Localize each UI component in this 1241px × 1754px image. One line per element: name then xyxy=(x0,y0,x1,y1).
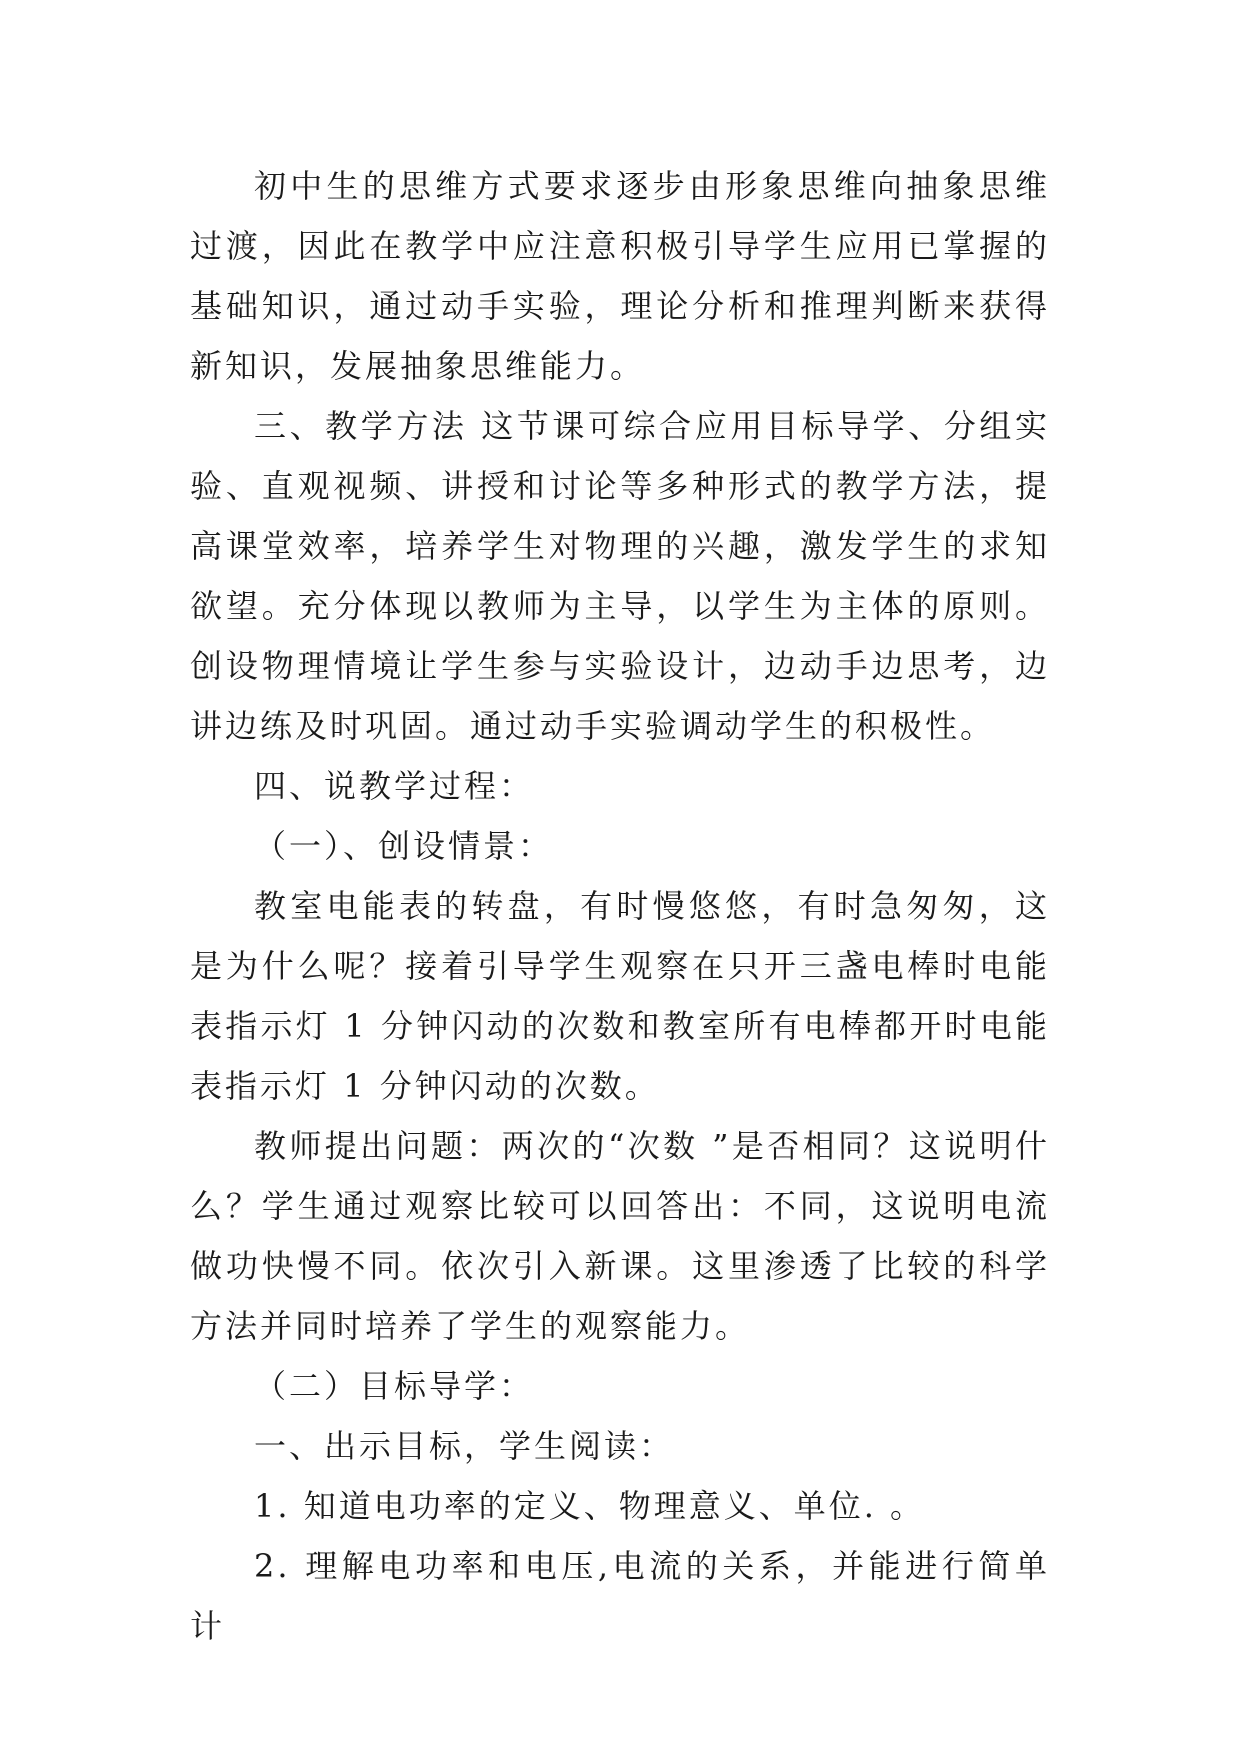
heading-show-goals: 一、出示目标，学生阅读： xyxy=(254,1427,675,1465)
heading-teaching-process: 四、说教学过程： xyxy=(254,767,535,805)
list-item-goal-2: 2. 理解电功率和电压,电流的关系，并能进行简单计 xyxy=(190,1547,1050,1645)
list-item-goal-1: 1. 知道电功率的定义、物理意义、单位. 。 xyxy=(254,1487,926,1525)
paragraph-teaching-methods: 三、教学方法 这节课可综合应用目标导学、分组实验、直观视频、讲授和讨论等多种形式的教学方法，提高课堂效率，培养学生对物理的兴趣，激发学生的求知欲望。充分体现以教师为主导，以学生为主体的原则。创设物理情境让学生参与实验设计，边动手边思考，边讲边练及时巩固。通过动手实验调动学生的积极性。 xyxy=(190,407,1050,745)
heading-create-scenario: （一）、创设情景： xyxy=(254,827,554,865)
paragraph-electric-meter: 教室电能表的转盘，有时慢悠悠，有时急匆匆，这是为什么呢？接着引导学生观察在只开三盏电棒时电能表指示灯 1 分钟闪动的次数和教室所有电棒都开时电能表指示灯 1 分钟闪动的次数。 xyxy=(190,887,1050,1105)
document-body xyxy=(190,156,1050,1656)
paragraph-teacher-question: 教师提出问题：两次的“次数 ”是否相同？这说明什么？学生通过观察比较可以回答出：不同，这说明电流做功快慢不同。依次引入新课。这里渗透了比较的科学方法并同时培养了学生的观察能力。 xyxy=(190,1127,1050,1345)
paragraph-thinking-transition: 初中生的思维方式要求逐步由形象思维向抽象思维过渡，因此在教学中应注意积极引导学生应用已掌握的基础知识，通过动手实验，理论分析和推理判断来获得新知识，发展抽象思维能力。 xyxy=(190,167,1050,385)
heading-goal-guided-learning: （二）目标导学： xyxy=(254,1367,535,1405)
